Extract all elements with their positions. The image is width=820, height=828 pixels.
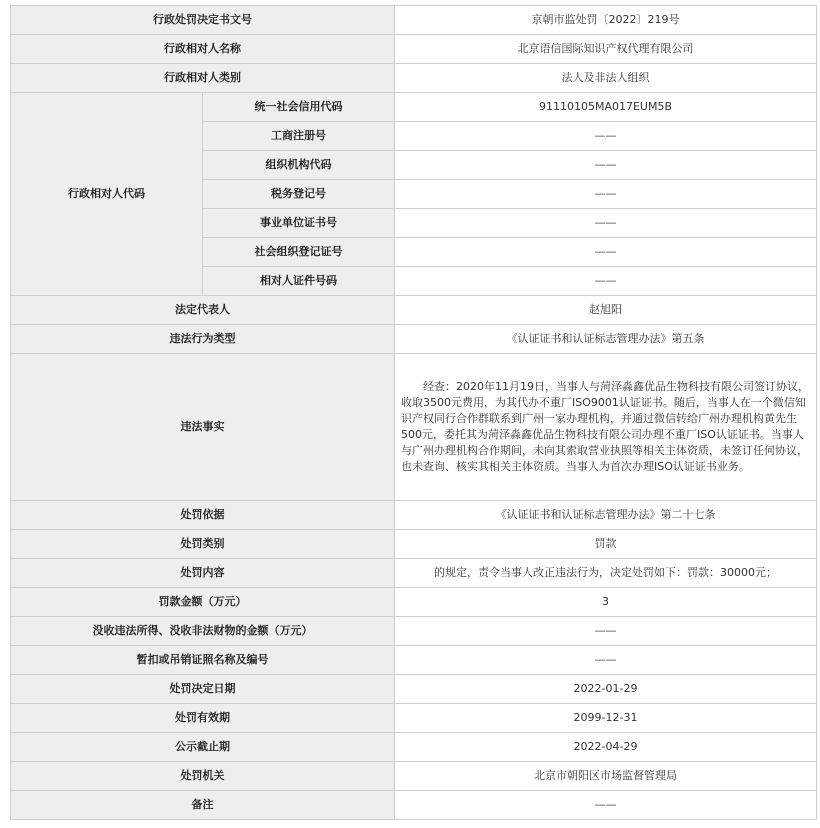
business-reg-no-label: 工商注册号 [203, 122, 395, 151]
row-remarks [11, 791, 817, 820]
remarks-label: 备注 [11, 791, 395, 820]
decision-no-value: 京朝市监处罚〔2022〕219号 [395, 6, 817, 35]
row-decision-date [11, 675, 817, 704]
party-name-label: 行政相对人名称 [11, 35, 395, 64]
row-fine-amount [11, 588, 817, 617]
credit-code-label: 统一社会信用代码 [203, 93, 395, 122]
penalty-info-table [10, 5, 817, 820]
row-publish-until [11, 733, 817, 762]
remarks-value: —— [395, 791, 817, 820]
social-org-reg-no-label: 社会组织登记证号 [203, 238, 395, 267]
confiscated-amount-label: 没收违法所得、没收非法财物的金额（万元） [11, 617, 395, 646]
id-no-value: —— [395, 267, 817, 296]
violation-type-value: 《认证证书和认证标志管理办法》第五条 [395, 325, 817, 354]
penalty-basis-label: 处罚依据 [11, 501, 395, 530]
decision-date-label: 处罚决定日期 [11, 675, 395, 704]
publish-until-label: 公示截止期 [11, 733, 395, 762]
row-party-type [11, 64, 817, 93]
institution-cert-no-value: —— [395, 209, 817, 238]
party-type-value: 法人及非法人组织 [395, 64, 817, 93]
party-name-value: 北京语信国际知识产权代理有限公司 [395, 35, 817, 64]
decision-date-value: 2022-01-29 [395, 675, 817, 704]
row-valid-until [11, 704, 817, 733]
org-code-value: —— [395, 151, 817, 180]
row-penalty-category [11, 530, 817, 559]
row-violation-type [11, 325, 817, 354]
penalty-category-value: 罚款 [395, 530, 817, 559]
confiscated-amount-value: —— [395, 617, 817, 646]
party-type-label: 行政相对人类别 [11, 64, 395, 93]
row-confiscated-amount [11, 617, 817, 646]
authority-label: 处罚机关 [11, 762, 395, 791]
row-license-revoked [11, 646, 817, 675]
violation-type-label: 违法行为类型 [11, 325, 395, 354]
penalty-content-label: 处罚内容 [11, 559, 395, 588]
legal-rep-value: 赵旭阳 [395, 296, 817, 325]
authority-value: 北京市朝阳区市场监督管理局 [395, 762, 817, 791]
fine-amount-value: 3 [395, 588, 817, 617]
legal-rep-label: 法定代表人 [11, 296, 395, 325]
row-party-name [11, 35, 817, 64]
license-revoked-value: —— [395, 646, 817, 675]
row-credit-code [11, 93, 817, 122]
row-legal-rep [11, 296, 817, 325]
violation-facts-label: 违法事实 [11, 354, 395, 501]
business-reg-no-value: —— [395, 122, 817, 151]
institution-cert-no-label: 事业单位证书号 [203, 209, 395, 238]
row-decision-no [11, 6, 817, 35]
tax-reg-no-value: —— [395, 180, 817, 209]
org-code-label: 组织机构代码 [203, 151, 395, 180]
id-no-label: 相对人证件号码 [203, 267, 395, 296]
row-penalty-basis [11, 501, 817, 530]
valid-until-label: 处罚有效期 [11, 704, 395, 733]
publish-until-value: 2022-04-29 [395, 733, 817, 762]
social-org-reg-no-value: —— [395, 238, 817, 267]
violation-facts-value: 经查：2020年11月19日，当事人与菏泽淼鑫优品生物科技有限公司签订协议，收取3500元费用，为其代办不重厂ISO9001认证证书。随后，当事人在一个微信知识产权同行合作群联系到广州一家办理机构，并通过微信转给广州办理机构黄先生500元，委托其为菏泽淼鑫优品生物科技有限公司办理不重厂ISO认证证书。当事人与广州办理机构合作期间，未向其索取营业执照等相关主体资质，未签订任何协议，也未查询、核实其相关主体资质。当事人为首次办理ISO认证证书业务。 [395, 354, 817, 501]
penalty-basis-value: 《认证证书和认证标志管理办法》第二十七条 [395, 501, 817, 530]
party-code-label: 行政相对人代码 [11, 93, 203, 296]
penalty-category-label: 处罚类别 [11, 530, 395, 559]
decision-no-label: 行政处罚决定书文号 [11, 6, 395, 35]
row-violation-facts [11, 354, 817, 501]
row-penalty-content [11, 559, 817, 588]
penalty-content-value: 的规定，责令当事人改正违法行为，决定处罚如下：罚款：30000元； [395, 559, 817, 588]
valid-until-value: 2099-12-31 [395, 704, 817, 733]
tax-reg-no-label: 税务登记号 [203, 180, 395, 209]
license-revoked-label: 暂扣或吊销证照名称及编号 [11, 646, 395, 675]
row-authority [11, 762, 817, 791]
credit-code-value: 91110105MA017EUM5B [395, 93, 817, 122]
fine-amount-label: 罚款金额（万元） [11, 588, 395, 617]
